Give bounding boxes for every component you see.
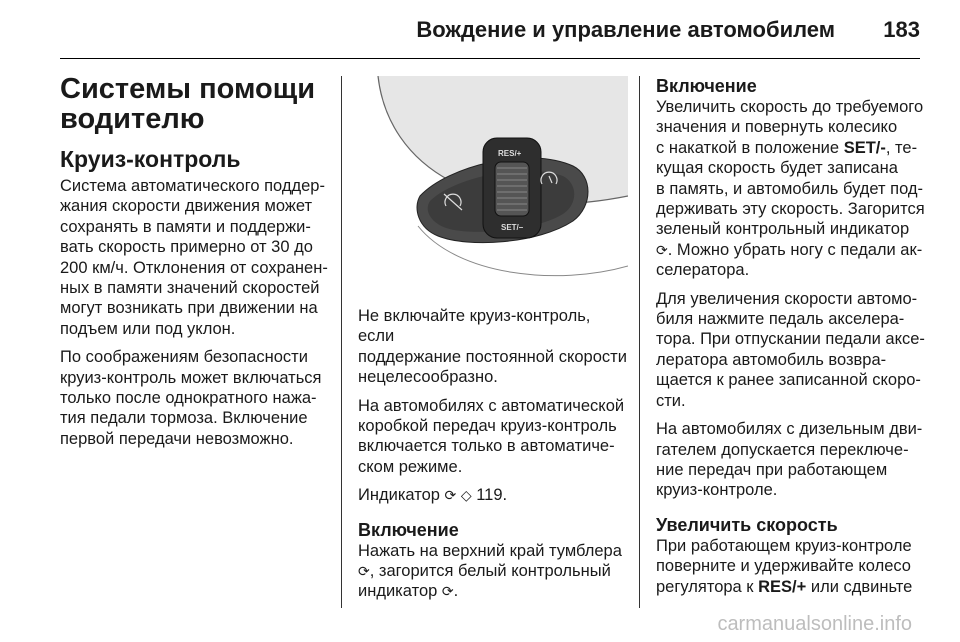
line: коробкой передач круиз-контроль [358, 417, 617, 436]
paragraph [358, 396, 628, 478]
steering-wheel-cruise-control-figure [358, 76, 628, 292]
paragraph [358, 541, 628, 602]
line: с накаткой в положение [656, 138, 840, 157]
cruise-control-icon: ⟳ [358, 563, 370, 580]
subsection-heading: Увеличить скорость [656, 514, 838, 535]
line: поверните и удерживайте колесо [656, 557, 911, 576]
line: . Можно убрать ногу с педали ак- [667, 240, 923, 259]
line: первой передачи невозможно. [60, 429, 294, 448]
line: в память, и автомобиль будет под- [656, 179, 924, 198]
paragraph [60, 347, 330, 449]
header-rule [60, 58, 920, 59]
line: щается к ранее записанной скоро- [656, 371, 921, 390]
cruise-control-icon: ⟳ [656, 241, 668, 258]
line: сти. [656, 391, 686, 410]
page-header [0, 0, 960, 64]
line: , те- [885, 138, 918, 157]
line: вать скорость примерно от 30 до [60, 238, 313, 257]
cross-reference-icon: ◇ [460, 487, 472, 504]
subsection-heading: Включение [358, 519, 459, 540]
line: только после однократного нажа- [60, 389, 317, 408]
cruise-control-icon: ⟳ [444, 487, 457, 504]
line: сохранять в памяти и поддержи- [60, 217, 311, 236]
line: значения и повернуть колесико [656, 118, 898, 137]
line: Не включайте круиз-контроль, если [358, 307, 591, 346]
set-minus-label: SET/– [501, 223, 524, 232]
line: ние передач при работающем [656, 460, 888, 479]
line: тора. При отпускании педали аксе- [656, 330, 925, 349]
section-title [60, 74, 330, 134]
line: 200 км/ч. Отклонения от сохранен- [60, 258, 328, 277]
line: . [453, 582, 459, 601]
line: включается только в автоматиче- [358, 437, 615, 456]
line: На автомобилях с автоматической [358, 396, 625, 415]
line: тия педали тормоза. Включение [60, 409, 308, 428]
steering-wheel-illustration [358, 76, 628, 292]
line: жания скорости движения может [60, 197, 313, 216]
column-3 [656, 76, 926, 605]
line: Увеличить скорость до требуемого [656, 98, 924, 116]
column-1 [60, 74, 330, 457]
paragraph [358, 306, 628, 388]
cruise-control-icon: ⟳ [441, 583, 454, 600]
line: При работающем круиз-контроле [656, 536, 912, 555]
line: круиз-контроле. [656, 481, 778, 500]
line: индикатор [358, 582, 438, 601]
page-title: Вождение и управление автомобилем [416, 17, 835, 42]
line: биля нажмите педаль акселера- [656, 310, 905, 329]
line: Нажать на верхний край тумблера [358, 541, 622, 560]
paragraph [60, 176, 330, 339]
line: круиз-контроль может включаться [60, 368, 322, 387]
column-2 [358, 306, 628, 610]
line: По соображениям безопасности [60, 348, 308, 367]
line: Индикатор [358, 486, 440, 505]
column-divider-1 [341, 76, 342, 608]
paragraph [656, 419, 926, 501]
line: Система автоматического поддер- [60, 177, 325, 195]
line: ском режиме. [358, 457, 463, 476]
watermark: carmanualsonline.info [717, 613, 912, 635]
line: нецелесообразно. [358, 368, 498, 387]
subsection-heading: Включение [656, 76, 757, 96]
line: зеленый контрольный индикатор [656, 220, 910, 239]
line: подъем или под уклон. [60, 319, 236, 338]
subsection-title: Круиз-контроль [60, 146, 241, 172]
section-title-line: водителю [60, 103, 205, 135]
line: кущая скорость будет записана [656, 159, 898, 178]
page-reference: 119. [476, 486, 508, 505]
line: регулятора к [656, 577, 754, 596]
res-plus-label: RES/+ [498, 149, 522, 158]
line: гателем допускается переключе- [656, 440, 909, 459]
res-plus-term: RES/+ [758, 577, 807, 596]
page-number: 183 [883, 17, 920, 42]
line: селератора. [656, 261, 750, 280]
paragraph [656, 289, 926, 411]
column-divider-2 [639, 76, 640, 608]
line: ных в памяти значений скоростей [60, 279, 320, 298]
line: лератора автомобиль возвра- [656, 350, 887, 369]
paragraph [656, 97, 926, 281]
line: держивать эту скорость. Загорится [656, 200, 925, 219]
line: поддержание постоянной скорости [358, 347, 627, 366]
line: На автомобилях с дизельным дви- [656, 420, 923, 439]
line: Для увеличения скорости автомо- [656, 289, 918, 308]
line: могут возникать при движении на [60, 299, 318, 318]
line: , загорится белый контрольный [369, 562, 611, 581]
paragraph [656, 536, 926, 597]
set-minus-term: SET/- [843, 138, 886, 157]
line: или сдвиньте [810, 577, 913, 596]
section-title-line: Системы помощи [60, 73, 316, 105]
paragraph [358, 485, 628, 505]
